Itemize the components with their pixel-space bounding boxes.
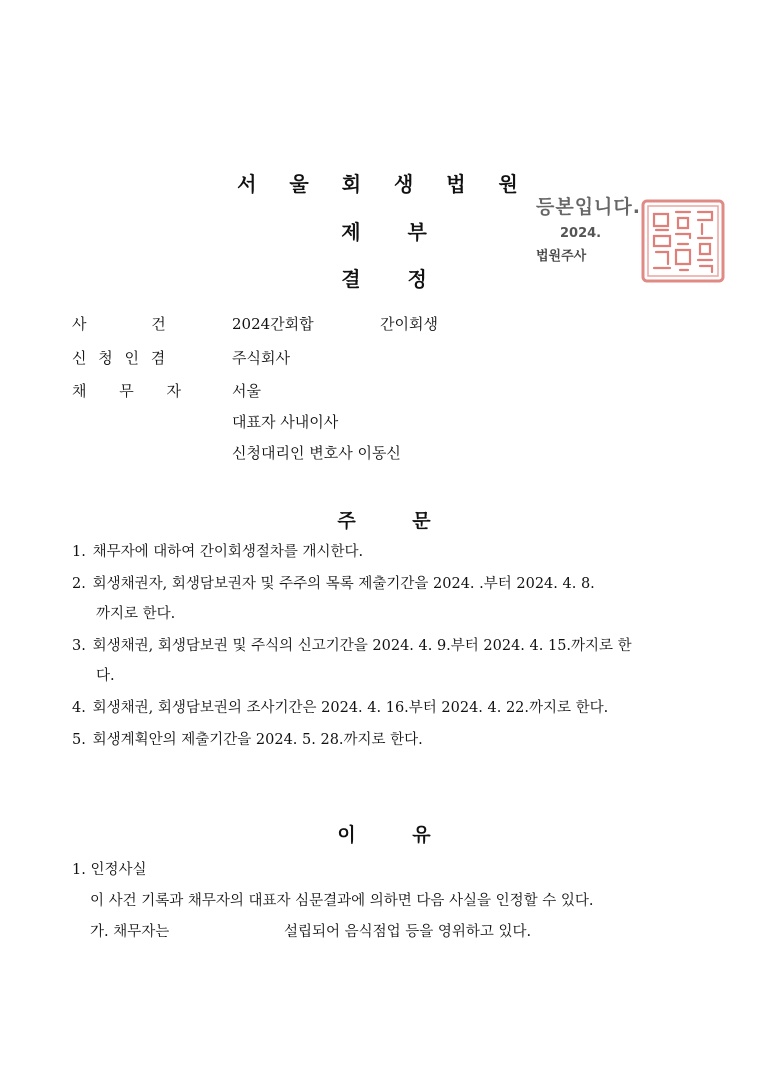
case-name: 간이회생 bbox=[380, 315, 438, 333]
stamp-year: 2024. bbox=[560, 226, 602, 241]
representative: 대표자 사내이사 bbox=[232, 413, 339, 431]
item-text: 회생채권, 회생담보권 및 주식의 신고기간을 2024. 4. 9.부터 2024. 4. 15.까지로 한 bbox=[92, 638, 632, 654]
item-text: 회생채권자, 회생담보권자 및 주주의 목록 제출기간을 2024. .부터 2024. 4. 8. bbox=[92, 576, 595, 592]
item-continuation: 다. bbox=[96, 668, 115, 684]
company-name: 주식회사 bbox=[232, 349, 290, 367]
case-number: 2024간회합 bbox=[232, 315, 314, 333]
stamp-office: 법원주사 bbox=[536, 249, 587, 264]
item-text: 채무자에 대하여 간이회생절차를 개시한다. bbox=[92, 544, 364, 560]
item-number: 5. bbox=[72, 732, 86, 748]
reasons-item-a-text: 설립되어 음식점업 등을 영위하고 있다. bbox=[284, 924, 532, 940]
address: 서울 bbox=[232, 382, 261, 400]
order-item bbox=[72, 570, 702, 598]
order-item bbox=[72, 726, 702, 754]
document-kind: 결 정 bbox=[341, 267, 427, 291]
attorney: 신청대리인 변호사 이동신 bbox=[232, 444, 401, 462]
court-seal-icon bbox=[640, 198, 726, 284]
debtor-label: 채 무 자 bbox=[72, 382, 182, 400]
reasons-item-a-prefix: 가. 채무자는 bbox=[90, 924, 170, 940]
applicant-label: 신 청 인 겸 bbox=[72, 349, 166, 367]
item-continuation: 까지로 한다. bbox=[96, 606, 176, 622]
order-item bbox=[72, 632, 702, 660]
item-number: 1. bbox=[72, 544, 86, 560]
reasons-title: 이 유 bbox=[337, 824, 431, 846]
order-item bbox=[72, 694, 702, 722]
case-label: 사 건 bbox=[72, 315, 166, 333]
item-text: 회생계획안의 제출기간을 2024. 5. 28.까지로 한다. bbox=[92, 732, 423, 748]
court-name: 서 울 회 생 법 원 bbox=[237, 172, 531, 196]
item-number: 2. bbox=[72, 576, 86, 592]
order-item bbox=[72, 538, 702, 566]
reasons-section-heading: 1. 인정사실 bbox=[72, 862, 147, 878]
order-title: 주 문 bbox=[337, 510, 431, 532]
certified-copy-stamp: 등본입니다. bbox=[536, 196, 641, 218]
division: 제 부 bbox=[341, 220, 427, 244]
reasons-intro: 이 사건 기록과 채무자의 대표자 심문결과에 의하면 다음 사실을 인정할 수 있다. bbox=[90, 893, 594, 909]
item-number: 3. bbox=[72, 638, 86, 654]
item-number: 4. bbox=[72, 700, 86, 716]
item-text: 회생채권, 회생담보권의 조사기간은 2024. 4. 16.부터 2024. 4. 22.까지로 한다. bbox=[92, 700, 609, 716]
